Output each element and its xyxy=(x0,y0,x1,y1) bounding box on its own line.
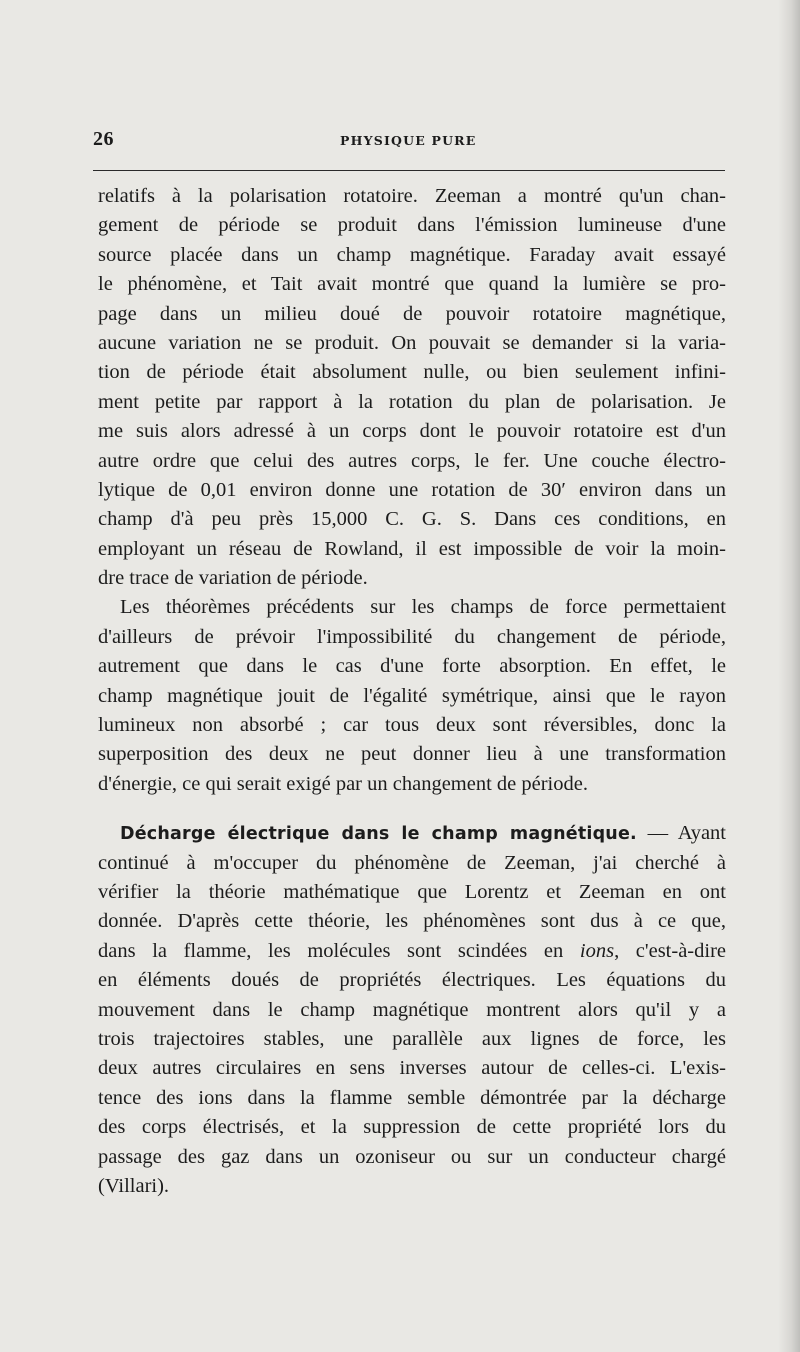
text-line: superposition des deux ne peut donner lieu à une transformation xyxy=(98,743,726,766)
text-line: d'énergie, ce qui serait exigé par un changement de période. xyxy=(98,772,588,795)
text-line: autre ordre que celui des autres corps, le fer. Une couche électro- xyxy=(98,449,726,472)
text-line: vérifier la théorie mathématique que Lorentz et Zeeman en ont xyxy=(98,880,726,903)
text-line: passage des gaz dans un ozoniseur ou sur un conducteur chargé xyxy=(98,1145,726,1168)
running-title: PHYSIQUE PURE xyxy=(340,133,477,148)
text-line: champ d'à peu près 15,000 C. G. S. Dans ces conditions, en xyxy=(98,508,726,531)
text-line: aucune variation ne se produit. On pouvait se demander si la varia- xyxy=(98,331,726,354)
ions-line-after: , c'est-à-dire xyxy=(614,939,726,962)
text-line: lumineux non absorbé ; car tous deux sont réversibles, donc la xyxy=(98,714,726,737)
text-line: lytique de 0,01 environ donne une rotation de 30′ environ dans un xyxy=(98,478,726,501)
text-line: relatifs à la polarisation rotatoire. Zeeman a montré qu'un chan- xyxy=(98,185,726,207)
ions-line-before: dans la flamme, les molécules sont scindées en xyxy=(98,939,580,962)
text-line: continué à m'occuper du phénomène de Zeeman, j'ai cherché à xyxy=(98,851,726,874)
header-rule xyxy=(93,170,725,171)
text-line: le phénomène, et Tait avait montré que quand la lumière se pro- xyxy=(98,273,726,296)
section-heading-tail: — Ayant xyxy=(636,822,726,845)
text-line: mouvement dans le champ magnétique montrent alors qu'il y a xyxy=(98,998,726,1021)
text-line-ions xyxy=(98,937,726,966)
section-heading-line xyxy=(98,819,726,848)
ions-italic: ions xyxy=(579,939,615,962)
paragraph-2 xyxy=(98,593,726,799)
text-line: tence des ions dans la flamme semble démontrée par la décharge xyxy=(98,1086,726,1109)
text-line: ment petite par rapport à la rotation du plan de polarisation. Je xyxy=(98,390,726,413)
text-line: employant un réseau de Rowland, il est impossible de voir la moin- xyxy=(98,537,726,560)
page-edge-shadow xyxy=(778,0,800,1352)
section-heading: Décharge électrique dans le champ magnétique. xyxy=(120,824,637,845)
page-number: 26 xyxy=(93,128,114,150)
text-line: dre trace de variation de période. xyxy=(98,567,368,590)
text-line: d'ailleurs de prévoir l'impossibilité du changement de période, xyxy=(98,625,726,648)
text-line: trois trajectoires stables, une parallèle aux lignes de force, les xyxy=(98,1027,726,1050)
page-header xyxy=(93,128,725,154)
text-line: gement de période se produit dans l'émission lumineuse d'une xyxy=(98,214,726,237)
text-line: des corps électrisés, et la suppression de cette propriété lors du xyxy=(98,1116,726,1139)
text-line: autrement que dans le cas d'une forte absorption. En effet, le xyxy=(98,655,726,678)
text-line: me suis alors adressé à un corps dont le pouvoir rotatoire est d'un xyxy=(98,420,726,443)
section-decharge xyxy=(98,819,726,1201)
text-line: page dans un milieu doué de pouvoir rotatoire magnétique, xyxy=(98,302,726,325)
text-line: Les théorèmes précédents sur les champs de force permettaient xyxy=(120,596,726,619)
text-line: donnée. D'après cette théorie, les phénomènes sont dus à ce que, xyxy=(98,910,726,933)
text-line: en éléments doués de propriétés électriques. Les équations du xyxy=(98,969,726,992)
text-line: tion de période était absolument nulle, ou bien seulement infini- xyxy=(98,361,726,384)
paragraph-gap xyxy=(98,799,726,819)
text-line: champ magnétique jouit de l'égalité symétrique, ainsi que le rayon xyxy=(98,684,726,707)
body-text xyxy=(98,182,726,1201)
paragraph-1 xyxy=(98,182,726,593)
text-line: deux autres circulaires en sens inverses autour de celles-ci. L'exis- xyxy=(98,1057,726,1080)
text-line: source placée dans un champ magnétique. Faraday avait essayé xyxy=(98,243,726,266)
text-line: (Villari). xyxy=(98,1174,170,1197)
